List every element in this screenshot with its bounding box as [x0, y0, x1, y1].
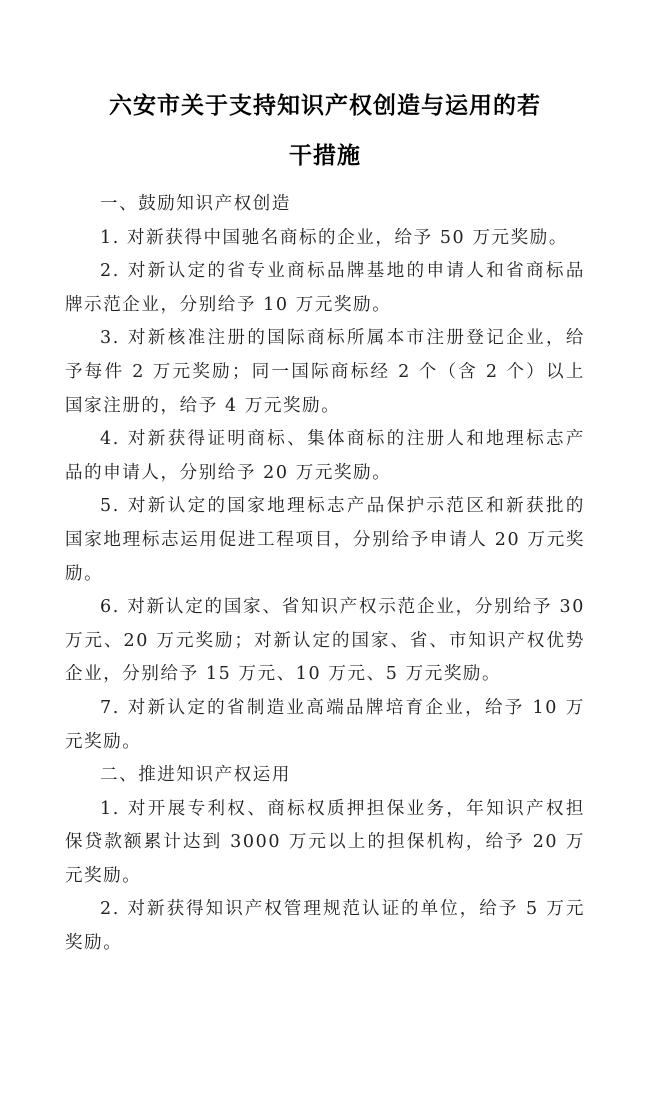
measure-item: 6. 对新认定的国家、省知识产权示范企业，分别给予 30 万元、20 万元奖励；对新认定的国家、省、市知识产权优势企业，分别给予 15 万元、10 万元、5 万元奖励。: [65, 597, 585, 685]
measure-item: 1. 对开展专利权、商标权质押担保业务，年知识产权担保贷款额累计达到 3000 万元以上的担保机构，给予 20 万元奖励。: [65, 798, 585, 886]
measure-item: 7. 对新认定的省制造业高端品牌培育企业，给予 10 万元奖励。: [65, 697, 585, 752]
measure-item: 1. 对新获得中国驰名商标的企业，给予 50 万元奖励。: [100, 227, 568, 248]
document-body: [65, 188, 585, 961]
measure-item: 4. 对新获得证明商标、集体商标的注册人和地理标志产品的申请人，分别给予 20 万元奖励。: [65, 429, 585, 483]
section-heading-2: 二、推进知识产权运用: [100, 765, 291, 786]
document-content: [0, 80, 650, 961]
section-heading-1: 一、鼓励知识产权创造: [100, 194, 291, 214]
document-title-line-2: 干措施: [289, 142, 361, 168]
measure-item: 2. 对新获得知识产权管理规范认证的单位，给予 5 万元奖励。: [65, 899, 585, 954]
measure-item: 5. 对新认定的国家地理标志产品保护示范区和新获批的国家地理标志运用促进工程项目，分别给予申请人 20 万元奖励。: [65, 496, 585, 584]
document-title-line-1: 六安市关于支持知识产权创造与运用的若: [109, 92, 541, 118]
measure-item: 2. 对新认定的省专业商标品牌基地的申请人和省商标品牌示范企业，分别给予 10 万元奖励。: [65, 261, 585, 315]
document-title: [65, 80, 585, 180]
measure-item: 3. 对新核准注册的国际商标所属本市注册登记企业，给予每件 2 万元奖励；同一国际商标经 2 个（含 2 个）以上国家注册的，给予 4 万元奖励。: [65, 328, 585, 416]
